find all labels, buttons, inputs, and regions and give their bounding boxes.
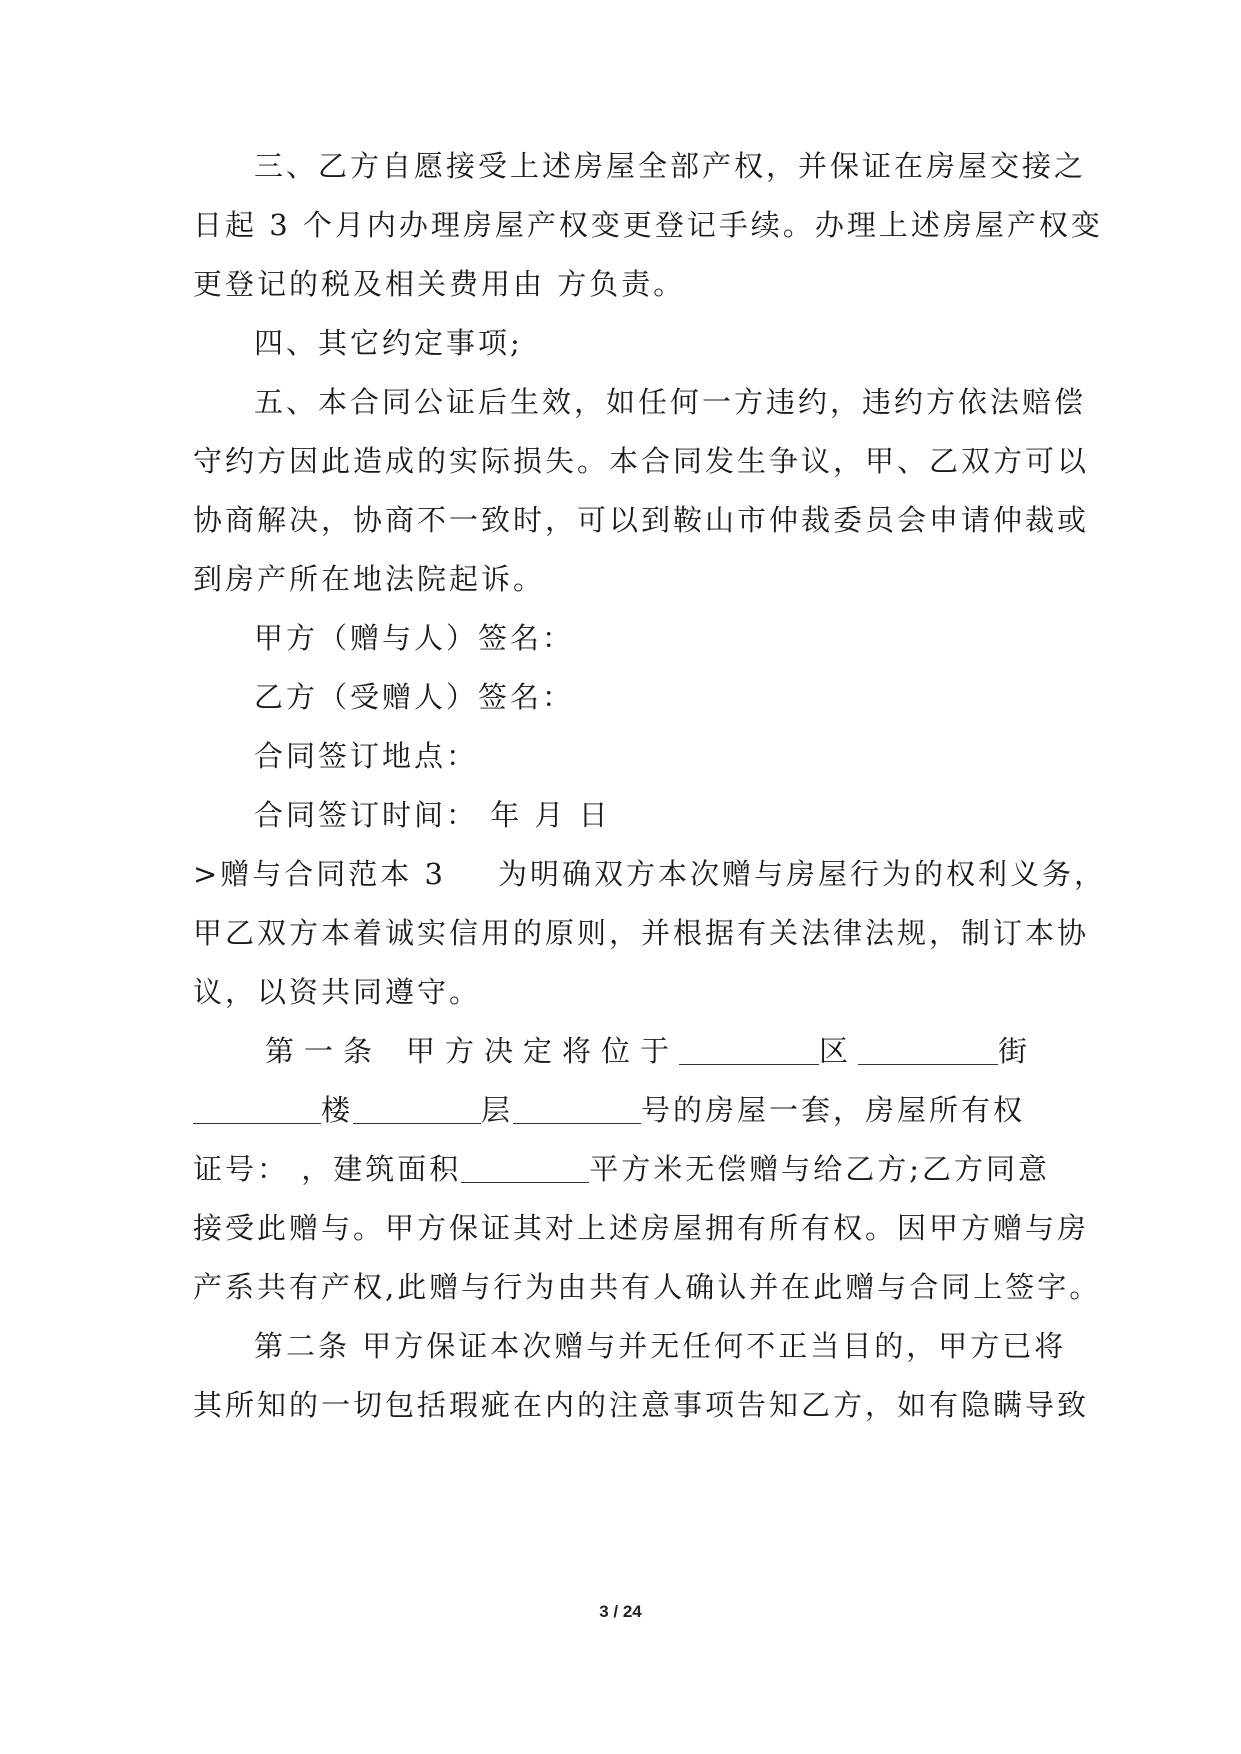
signing-time: 合同签订时间： 年 月 日 (254, 798, 611, 832)
paragraph-4: 四、其它约定事项; (254, 326, 523, 360)
article-1-line-2: 楼 层 号的房屋一套，房屋所有权 (193, 1090, 1063, 1130)
sample-3-intro: 为明确双方本次赠与房屋行为的权利义务， (497, 857, 1106, 891)
paragraph-5-line-3: 协商解决，协商不一致时，可以到鞍山市仲裁委员会申请仲裁或 (193, 503, 1090, 537)
paragraph-3-line-2: 日起 3 个月内办理房屋产权变更登记手续。办理上述房屋产权变 (193, 208, 1103, 242)
sample-3-line-1 (193, 854, 1106, 894)
sample-3-line-3: 议，以资共同遵守。 (193, 975, 482, 1009)
area-blank (461, 1152, 589, 1183)
sample-3-line-2: 甲乙双方本着诚实信用的原则，并根据有关法律法规，制订本协 (193, 916, 1090, 950)
floor-blank (353, 1093, 481, 1124)
paragraph-5-line-2: 守约方因此造成的实际损失。本合同发生争议，甲、乙双方可以 (193, 444, 1090, 478)
paragraph-5-line-1: 五、本合同公证后生效，如任何一方违约，违约方依法赔偿 (254, 385, 1087, 419)
district-blank (679, 1034, 819, 1065)
paragraph-3-line-1: 三、乙方自愿接受上述房屋全部产权，并保证在房屋交接之 (254, 149, 1087, 183)
party-b-signature: 乙方（受赠人）签名： (254, 680, 575, 714)
sample-3-heading: >赠与合同范本 3 (193, 857, 446, 891)
building-blank (193, 1093, 321, 1124)
street-blank (858, 1034, 998, 1065)
article-1-line-4: 接受此赠与。甲方保证其对上述房屋拥有所有权。因甲方赠与房 (193, 1211, 1090, 1245)
paragraph-3-line-3: 更登记的税及相关费用由 方负责。 (193, 267, 686, 301)
number-blank (513, 1093, 641, 1124)
article-1-line-5: 产系共有产权,此赠与行为由共有人确认并在此赠与合同上签字。 (193, 1270, 1102, 1304)
paragraph-5-line-4: 到房产所在地法院起诉。 (193, 562, 546, 596)
signing-place: 合同签订地点： (254, 739, 479, 773)
article-1-line-3: 证号： ，建筑面积 平方米无偿赠与给乙方;乙方同意 (193, 1152, 1050, 1186)
article-2-line-1: 第二条 甲方保证本次赠与并无任何不正当目的，甲方已将 (254, 1329, 1067, 1363)
article-2-line-2: 其所知的一切包括瑕疵在内的注意事项告知乙方，如有隐瞒导致 (193, 1388, 1090, 1422)
article-1-label: 第一条 (265, 1034, 383, 1068)
article-1-line-1: 第一条 甲方决定将位于 区 街 (265, 1034, 1038, 1068)
page-number: 3 / 24 (599, 1602, 642, 1621)
party-a-signature: 甲方（赠与人）签名： (254, 621, 575, 655)
